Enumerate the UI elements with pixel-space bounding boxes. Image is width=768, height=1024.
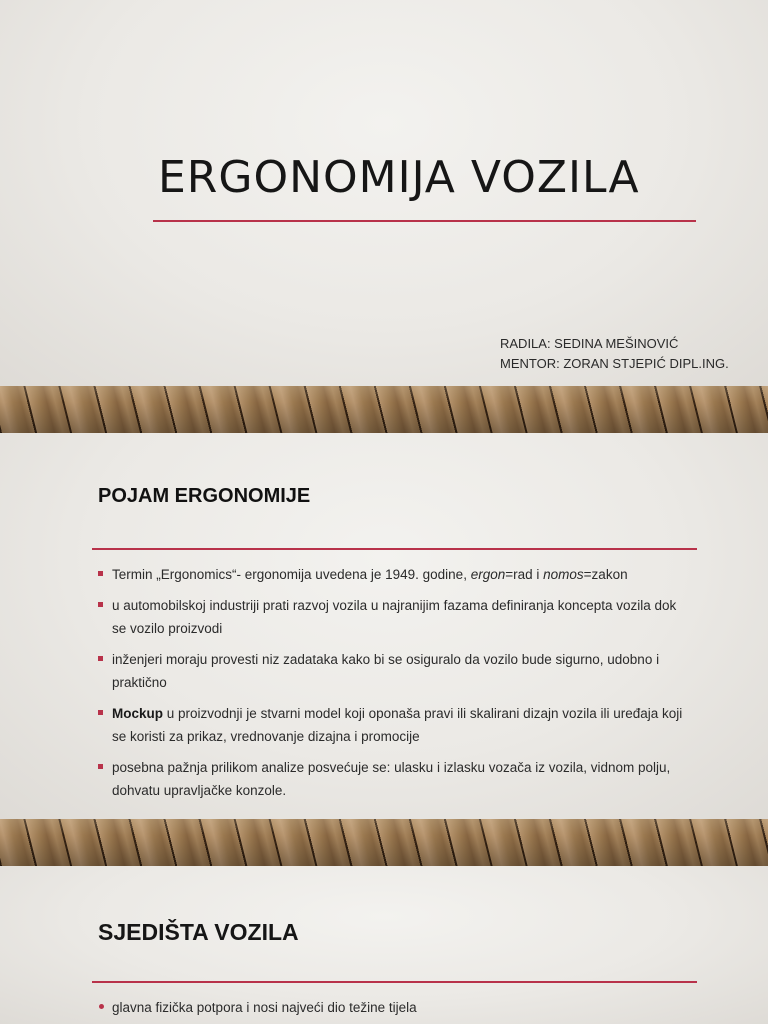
wood-floor-divider (0, 386, 768, 433)
list-item: posebna pažnja prilikom analize posvećuje se: ulasku i izlasku vozača iz vozila, vidnom polju, dohvatu upravljačke konzole. (98, 756, 688, 802)
square-bullet-icon (98, 571, 103, 576)
heading-divider (92, 548, 697, 550)
bullet-list (98, 563, 688, 810)
list-item: u automobilskoj industriji prati razvoj vozila u najranijim fazama definiranja koncepta vozila dok se vozilo proizvodi (98, 594, 688, 640)
wood-floor-divider (0, 819, 768, 866)
author-line: RADILA: SEDINA MEŠINOVIĆ (500, 336, 679, 351)
mentor-line: MENTOR: ZORAN STJEPIĆ DIPL.ING. (500, 356, 729, 371)
heading-divider (92, 981, 697, 983)
list-item: inženjeri moraju provesti niz zadataka kako bi se osiguralo da vozilo bude sigurno, udobno i praktično (98, 648, 688, 694)
concept-slide (0, 433, 768, 819)
square-bullet-icon (98, 764, 103, 769)
title-slide (0, 0, 768, 386)
seats-slide (0, 866, 768, 1024)
title-divider (153, 220, 696, 222)
square-bullet-icon (98, 710, 103, 715)
bullet-list (98, 996, 688, 1024)
slide-heading: POJAM ERGONOMIJE (98, 485, 311, 507)
square-bullet-icon (98, 656, 103, 661)
list-item: Termin „Ergonomics“- ergonomija uvedena je 1949. godine, ergon=rad i nomos=zakon (98, 563, 688, 586)
list-item: Mockup u proizvodnji je stvarni model koji oponaša pravi ili skalirani dizajn vozila ili uređaja koji se koristi za prikaz, vrednovanje dizajna i promocije (98, 702, 688, 748)
slide-heading: SJEDIŠTA VOZILA (98, 919, 299, 945)
square-bullet-icon (98, 602, 103, 607)
author-info (500, 334, 729, 374)
round-bullet-icon (99, 1004, 104, 1009)
presentation-title: ERGONOMIJA VOZILA (158, 152, 640, 203)
list-item: glavna fizička potpora i nosi najveći dio težine tijela (98, 996, 688, 1019)
